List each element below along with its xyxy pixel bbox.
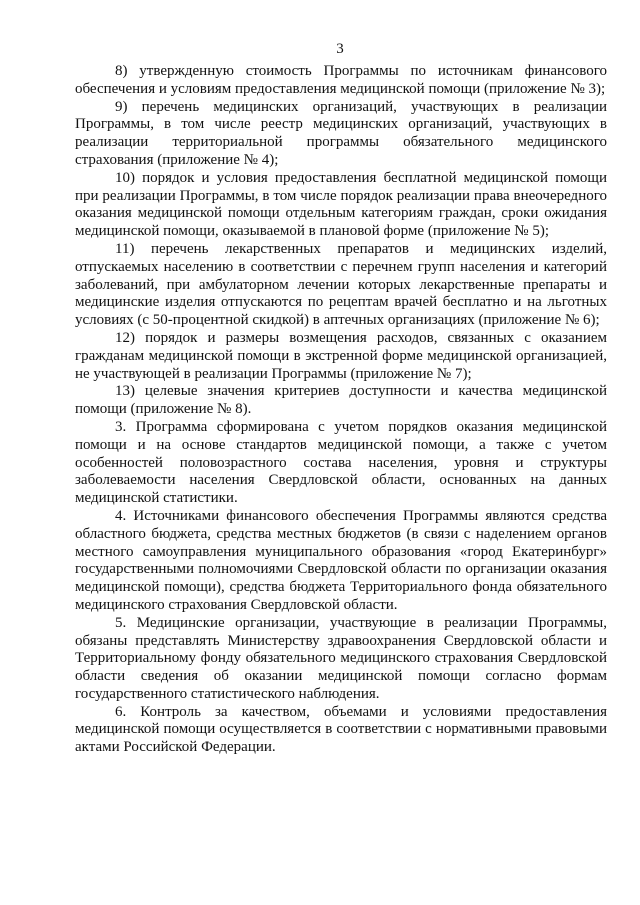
- paragraph-item-8: 8) утвержденную стоимость Программы по источникам финансового обеспечения и условиям предоставления медицинской помощи (приложение № 3);: [75, 63, 607, 97]
- page-number: 3: [336, 41, 344, 57]
- paragraph-section-5: 5. Медицинские организации, участвующие в реализации Программы, обязаны представлять Министерству здравоохранения Свердловской области и Территориальному фонду обязательного медицинского страхования Свердловской области сведения об оказании медицинской помощи согласно формам государственного статистического наблюдения.: [75, 614, 607, 702]
- paragraph-item-11: 11) перечень лекарственных препаратов и медицинских изделий, отпускаемых населению в соответствии с перечнем групп населения и категорий заболеваний, при амбулаторном лечении которых лекарственные препараты и медицинские изделия отпускаются по рецептам врачей бесплатно и на льготных условиях (с 50-процентной скидкой) в аптечных организациях (приложение № 6);: [75, 240, 607, 329]
- paragraph-section-3: 3. Программа сформирована с учетом порядков оказания медицинской помощи и на основе стандартов медицинской помощи, а также с учетом особенностей половозрастного состава населения, уровня и структуры заболеваемости населения Свердловской области, основанных на данных медицинской статистики.: [75, 418, 607, 507]
- paragraph-section-4: 4. Источниками финансового обеспечения Программы являются средства областного бюджета, средства местных бюджетов (в связи с наделением органов местного самоуправления муниципального образования «город Екатеринбург» государственными полномочиями Свердловской области по организации оказания медицинской помощи), средства бюджета Территориального фонда обязательного медицинского страхования Свердловской области.: [75, 507, 607, 613]
- paragraph-item-9: 9) перечень медицинских организаций, участвующих в реализации Программы, в том числе реестр медицинских организаций, участвующих в реализации территориальной программы обязательного медицинского страхования (приложение № 4);: [75, 98, 607, 168]
- paragraph-item-12: 12) порядок и размеры возмещения расходов, связанных с оказанием гражданам медицинской помощи в экстренной форме медицинской организацией, не участвующей в реализации Программы (приложение № 7);: [75, 329, 607, 382]
- document-body: [75, 63, 607, 757]
- paragraph-item-10: 10) порядок и условия предоставления бесплатной медицинской помощи при реализации Программы, в том числе порядок реализации права внеочередного оказания медицинской помощи отдельным категориям граждан, сроки ожидания медицинской помощи, оказываемой в плановой форме (приложение № 5);: [75, 169, 607, 240]
- paragraph-item-13: 13) целевые значения критериев доступности и качества медицинской помощи (приложение № 8).: [75, 383, 607, 418]
- paragraph-section-6: 6. Контроль за качеством, объемами и условиями предоставления медицинской помощи осуществляется в соответствии с нормативными правовыми актами Российской Федерации.: [75, 703, 607, 756]
